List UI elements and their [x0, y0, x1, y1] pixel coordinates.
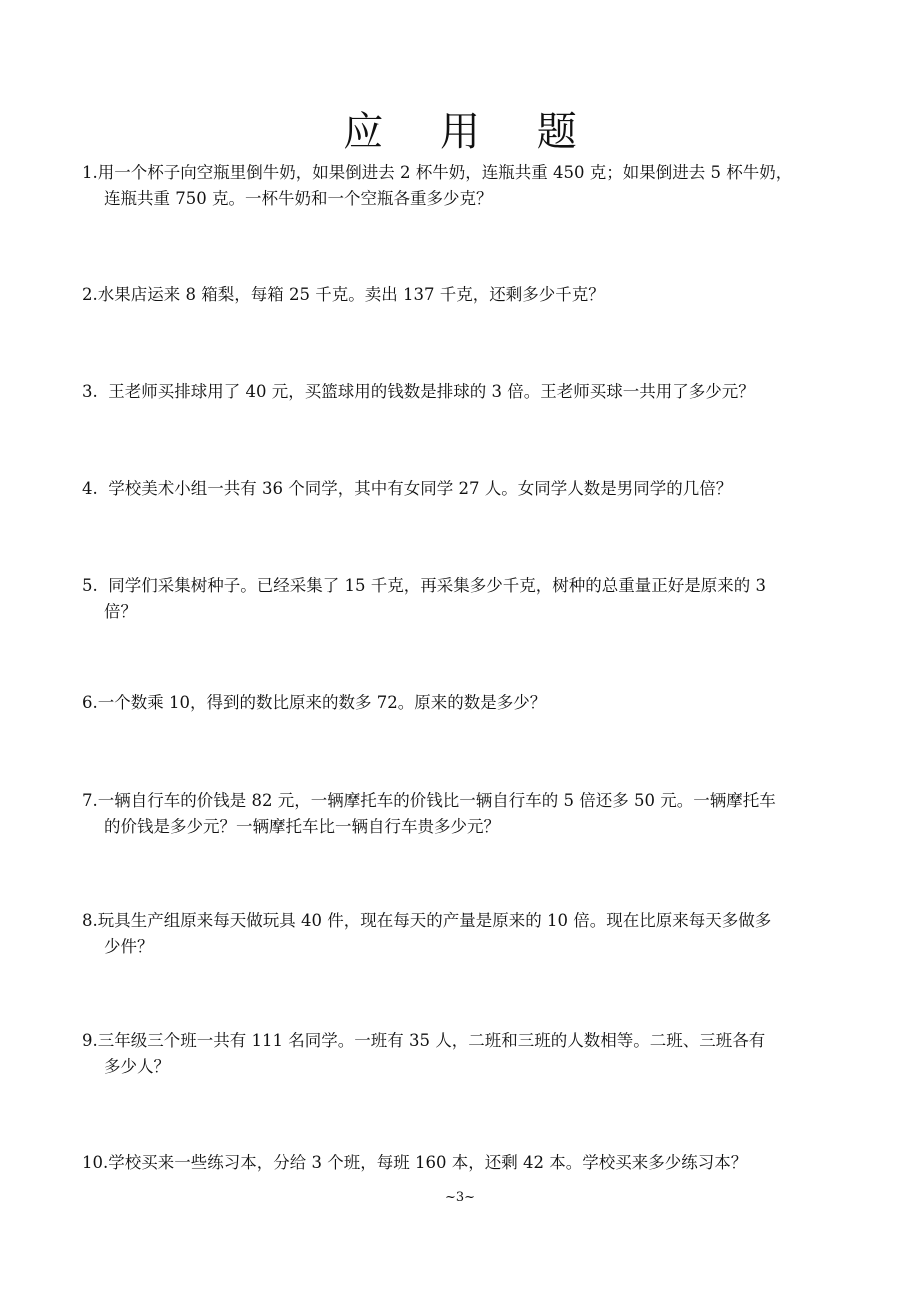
- problem-text-line: 学校美术小组一共有 36 个同学，其中有女同学 27 人。女同学人数是男同学的几倍？: [97, 479, 733, 498]
- problem-text-line: 连瓶共重 750 克。一杯牛奶和一个空瓶各重多少克？: [104, 189, 493, 208]
- page-number: ~3~: [444, 1190, 476, 1205]
- problem-text-line: 学校买来一些练习本，分给 3 个班，每班 160 本，还剩 42 本。学校买来多少练习本？: [108, 1153, 748, 1172]
- problem-text-line: 倍？: [104, 602, 137, 621]
- problem-number: 2.: [82, 285, 98, 304]
- problem-text-line: 一辆自行车的价钱是 82 元，一辆摩托车的价钱比一辆自行车的 5 倍还多 50 元。一辆摩托车: [97, 791, 776, 810]
- problem-text-line: 多少人？: [104, 1057, 170, 1076]
- problem-number: 4.: [82, 479, 98, 498]
- problem-text-line: 玩具生产组原来每天做玩具 40 件，现在每天的产量是原来的 10 倍。现在比原来每天多做多: [97, 911, 772, 930]
- problem-number: 5.: [82, 576, 98, 595]
- problem-text-line: 同学们采集树种子。已经采集了 15 千克，再采集多少千克，树种的总重量正好是原来的 3: [97, 576, 766, 595]
- problem-text-line: 一个数乘 10，得到的数比原来的数多 72。原来的数是多少？: [97, 693, 547, 712]
- problem-7: [82, 788, 842, 840]
- problem-text-line: 用一个杯子向空瓶里倒牛奶，如果倒进去 2 杯牛奶，连瓶共重 450 克；如果倒进去 5 杯牛奶，: [97, 163, 793, 182]
- problem-10: [82, 1150, 842, 1176]
- problem-number: 1.: [82, 163, 98, 182]
- problem-3: [82, 379, 842, 405]
- problem-number: 8.: [82, 911, 98, 930]
- problem-6: [82, 690, 842, 716]
- problem-number: 3.: [82, 382, 98, 401]
- problem-5: [82, 573, 842, 625]
- problem-9: [82, 1028, 842, 1080]
- problem-number: 10.: [82, 1153, 109, 1172]
- problem-text-line: 王老师买排球用了 40 元，买篮球用的钱数是排球的 3 倍。王老师买球一共用了多少元？: [97, 382, 755, 401]
- problem-4: [82, 476, 842, 502]
- problem-text-line: 水果店运来 8 箱梨，每箱 25 千克。卖出 137 千克，还剩多少千克？: [97, 285, 605, 304]
- problem-number: 6.: [82, 693, 98, 712]
- problem-text-line: 少件？: [104, 937, 154, 956]
- problem-2: [82, 282, 842, 308]
- problem-number: 7.: [82, 791, 98, 810]
- page-title: 应 用 题: [343, 109, 599, 155]
- problem-text-line: 三年级三个班一共有 111 名同学。一班有 35 人，二班和三班的人数相等。二班、三班各有: [97, 1031, 766, 1050]
- problem-number: 9.: [82, 1031, 98, 1050]
- problem-text-line: 的价钱是多少元？一辆摩托车比一辆自行车贵多少元？: [104, 817, 500, 836]
- problem-1: [82, 160, 842, 212]
- problem-8: [82, 908, 842, 960]
